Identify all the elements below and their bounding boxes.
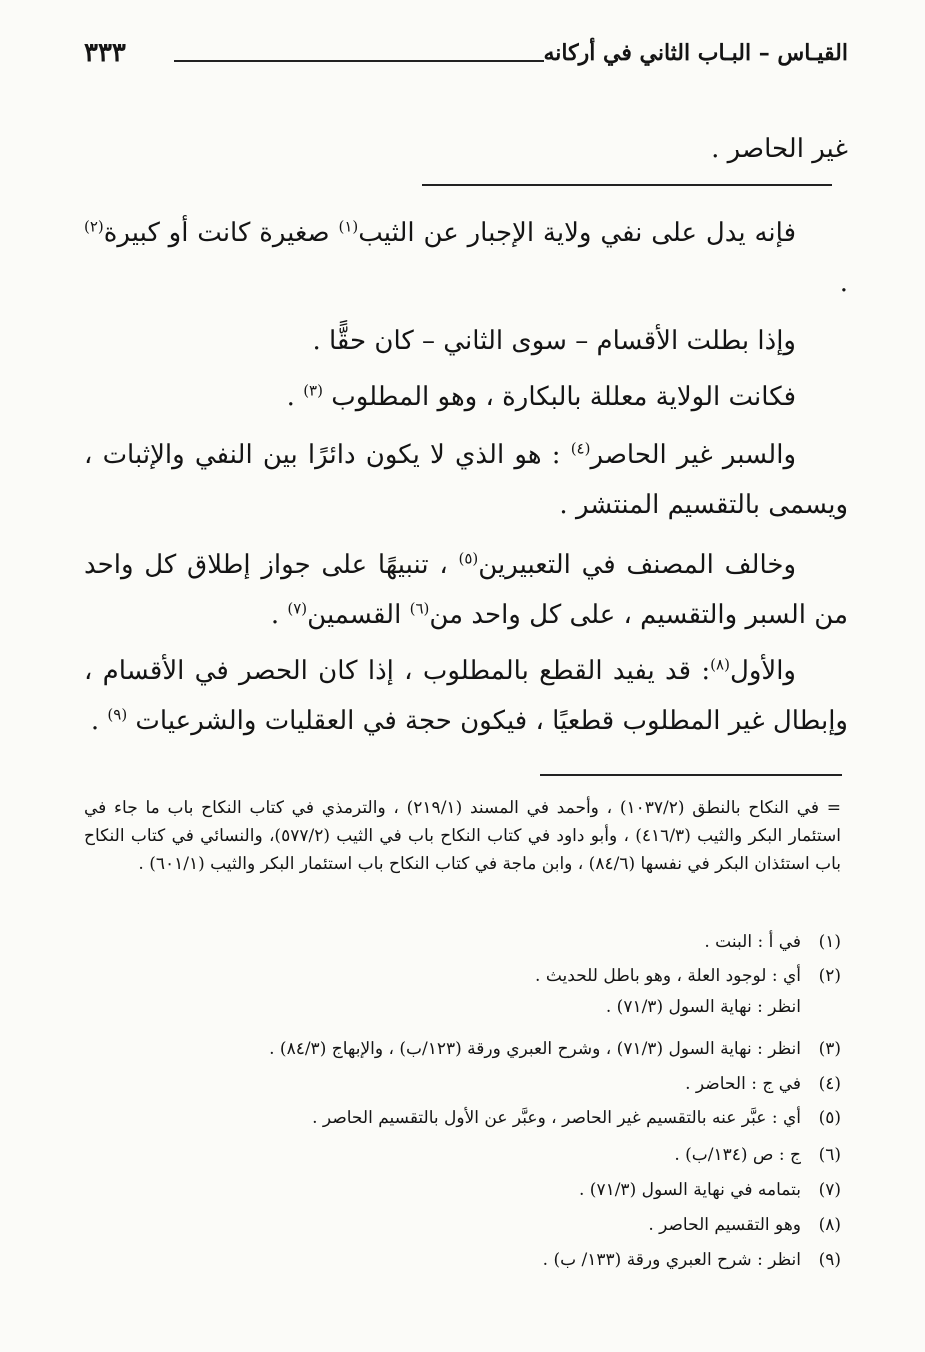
footnote-number: (٣) [818,1039,841,1059]
footnote-text: في أ : البنت . [704,932,801,952]
footnote-ref-2[interactable]: (٢) [84,217,104,236]
footnote-text: انظر : نهاية السول (٧١/٣) . [605,997,801,1017]
footnote-text: ج : ص (١٣٤/ب) . [674,1145,801,1165]
footnote-item [84,930,841,954]
footnote-divider [540,774,842,776]
footnote-text: أي : عبَّر عنه بالتقسيم غير الحاصر ، وعبَّر عن الأول بالتقسيم الحاصر . [312,1108,801,1128]
para3-text-b: . [286,382,304,412]
footnote-number: (٧) [818,1180,841,1200]
footnote-item [84,1037,841,1061]
footnote-ref-9[interactable]: (٩) [107,705,128,724]
footnote-number: (٩) [818,1250,841,1270]
footnote-item [84,964,841,988]
footnote-number: (٨) [818,1215,841,1235]
footnote-number: (٥) [818,1108,841,1128]
footnote-text: انظر : نهاية السول (٧١/٣) ، وشرح العبري ورقة (١٢٣/ب) ، والإبهاج (٨٤/٣) . [269,1039,801,1059]
chapter-title: القيـاس – البـاب الثاني في أركانه [543,40,848,66]
section-divider [422,184,832,186]
para5-text-d: . [270,600,288,630]
footnote-text: بتمامه في نهاية السول (٧١/٣) . [578,1180,801,1200]
footnote-number: (١) [818,932,841,952]
body-paragraph-1 [84,208,848,308]
para4-text-a: والسبر غير الحاصر [590,440,796,470]
body-paragraph-4 [84,430,848,530]
footnote-continuation: = في النكاح بالنطق (١٠٣٧/٢) ، وأحمد في المسند (٢١٩/١) ، والترمذي في كتاب النكاح باب ما جاء في استئمار البكر والثيب (٤١٦/٣) ، وأبو داود في كتاب النكاح باب في الثيب (٥٧٧/٢)، والنسائي في كتاب النكاح باب استئذان البكر في نفسها (٨٤/٦) ، وابن ماجة في كتاب النكاح باب استئمار البكر والثيب (٦٠١/١) . [84,798,842,874]
para5-text-c: القسمين [307,600,410,630]
para2-text: وإذا بطلت الأقسام – سوى الثاني – كان حقًّا . [312,326,796,356]
footnote-text: أي : لوجود العلة ، وهو باطل للحديث . [535,966,801,986]
para1-text-b: صغيرة كانت أو كبيرة [103,218,339,248]
para6-text-b: : قد يفيد القطع بالمطلوب ، إذا كان الحصر في الأقسام ، وإبطال غير المطلوب قطعيًا ، فيكون حجة في العقليات والشرعيات [84,656,848,736]
body-paragraph-3 [84,372,848,422]
footnote-ref-8[interactable]: (٨) [710,655,730,674]
para3-text-a: فكانت الولاية معللة بالبكارة ، وهو المطلوب [322,382,796,412]
body-paragraph-5 [84,540,848,640]
para5-text-a: وخالف المصنف في التعبيرين [478,550,796,580]
footnote-text: وهو التقسيم الحاصر . [648,1215,801,1235]
footnote-item [84,1213,841,1237]
para1-text-c: . [839,268,848,298]
para6-text-a: والأول [729,656,796,686]
footnote-item [84,995,841,1019]
running-header [84,38,848,78]
footnote-number: (٦) [818,1145,841,1165]
footnote-number: (٤) [818,1074,841,1094]
page-number: ٣٣٣ [84,38,126,68]
footnote-item [84,1143,841,1167]
para5-text-b: ، تنبيهًا على جواز إطلاق كل واحد من السبر والتقسيم ، على كل واحد من [84,550,848,630]
body-paragraph-6 [84,646,848,746]
body-line-top: غير الحاصر . [711,134,848,164]
footnote-ref-7[interactable]: (٧) [287,599,308,618]
para4-text-b: : هو الذي لا يكون دائرًا بين النفي والإثبات ، ويسمى بالتقسيم المنتشر . [84,440,848,520]
footnote-number: (٢) [818,966,841,986]
para6-text-c: . [90,706,108,736]
footnote-ref-3[interactable]: (٣) [303,381,323,400]
header-rule [174,60,544,62]
footnote-text: انظر : شرح العبري ورقة (١٣٣/ ب) . [542,1250,801,1270]
footnote-ref-4[interactable]: (٤) [570,439,591,458]
footnote-item [84,1072,841,1096]
footnote-item [84,1106,841,1130]
footnote-item [84,1248,841,1272]
footnote-ref-6[interactable]: (٦) [409,599,430,618]
footnote-ref-5[interactable]: (٥) [458,549,479,568]
footnote-item [84,1178,841,1202]
body-paragraph-2 [84,316,848,366]
para1-text-a: فإنه يدل على نفي ولاية الإجبار عن الثيب [358,218,797,248]
footnote-text: في ج : الحاضر . [685,1074,801,1094]
footnote-ref-1[interactable]: (١) [338,217,359,236]
